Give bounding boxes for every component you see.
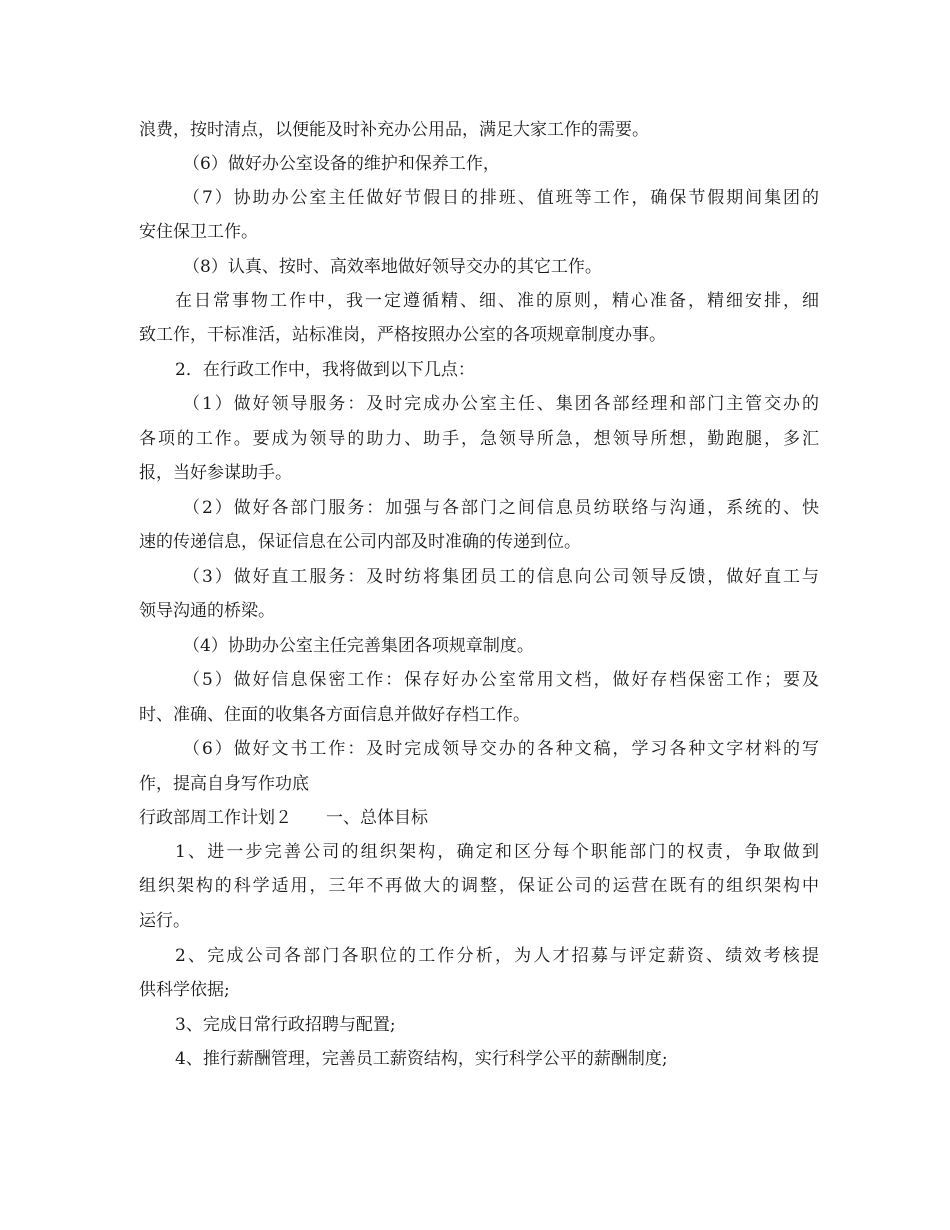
- text-line: 致工作，干标准活，站标准岗，严格按照办公室的各项规章制度办事。: [139, 325, 666, 345]
- text-line: 报，当好参谋助手。: [139, 463, 292, 483]
- text-line: 1、进一步完善公司的组织架构，确定和区分每个职能部门的权责，争取做到: [175, 842, 819, 862]
- text-line: （8）认真、按时、高效率地做好领导交办的其它工作。: [183, 257, 602, 277]
- text-line: （4）协助办公室主任完善集团各项规章制度。: [183, 636, 534, 656]
- text-line: 安住保卫工作。: [139, 222, 258, 242]
- text-line: 4、推行薪酬管理，完善员工薪资结构，实行科学公平的薪酬制度;: [175, 1049, 668, 1069]
- text-line: 领导沟通的桥梁。: [139, 601, 275, 621]
- text-line: 供科学依据;: [139, 980, 230, 1000]
- text-line: （3）做好直工服务：及时纺将集团员工的信息向公司领导反馈，做好直工与: [183, 567, 819, 587]
- text-line: （2）做好各部门服务：加强与各部门之间信息员纺联络与沟通，系统的、快: [183, 498, 819, 518]
- text-line: 在日常事物工作中，我一定遵循精、细、准的原则，精心准备，精细安排，细: [175, 291, 819, 311]
- text-line: （5）做好信息保密工作：保存好办公室常用文档，做好存档保密工作；要及: [183, 670, 819, 690]
- text-line: （6）做好办公室设备的维护和保养工作，: [183, 154, 500, 174]
- text-line: 2、完成公司各部门各职位的工作分析，为人才招募与评定薪资、绩效考核提: [175, 946, 819, 966]
- text-line: 运行。: [139, 911, 190, 931]
- text-line: （7）协助办公室主任做好节假日的排班、值班等工作，确保节假期间集团的: [183, 188, 819, 208]
- text-line: 2．在行政工作中，我将做到以下几点：: [175, 360, 475, 380]
- text-line: 3、完成日常行政招聘与配置;: [175, 1015, 396, 1035]
- text-line: 作，提高自身写作功底: [139, 774, 309, 794]
- text-line: 各项的工作。要成为领导的助力、助手，急领导所急，想领导所想，勤跑腿，多汇: [139, 429, 819, 449]
- text-line: （6）做好文书工作：及时完成领导交办的各种文稿，学习各种文字材料的写: [183, 739, 819, 759]
- text-line: （1）做好领导服务：及时完成办公室主任、集团各部经理和部门主管交办的: [183, 394, 819, 414]
- text-line: 速的传递信息，保证信息在公司内部及时准确的传递到位。: [139, 532, 581, 552]
- section-heading: 行政部周工作计划２ 一、总体目标: [139, 808, 428, 828]
- text-line: 时、准确、住面的收集各方面信息并做好存档工作。: [139, 705, 530, 725]
- text-line: 组织架构的科学适用，三年不再做大的调整，保证公司的运营在既有的组织架构中: [139, 876, 819, 896]
- text-line: 浪费，按时清点，以便能及时补充办公用品，满足大家工作的需要。: [139, 120, 649, 140]
